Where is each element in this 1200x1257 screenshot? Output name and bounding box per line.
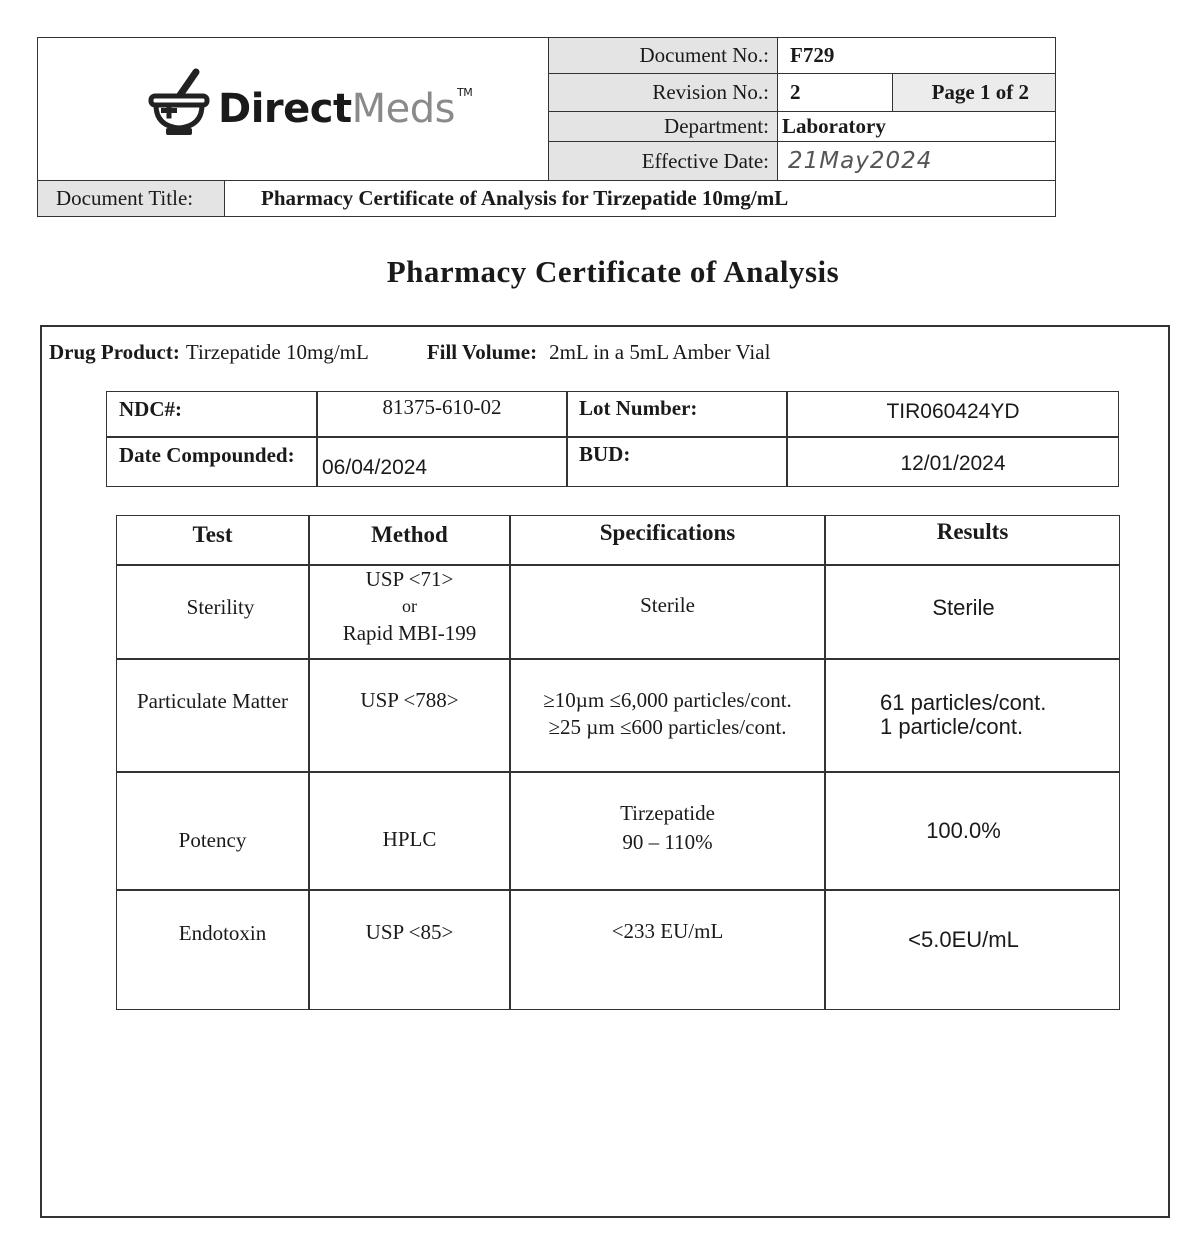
document-no-value: F729: [790, 43, 835, 67]
row-particulate-method: USP <788>: [360, 688, 459, 712]
ndc-label: NDC#:: [119, 397, 182, 421]
document-title-row: [38, 180, 1055, 216]
header-method: Method: [371, 522, 448, 547]
product-line: [49, 340, 770, 365]
department-value: Laboratory: [782, 114, 886, 138]
row-potency-test: Potency: [178, 828, 247, 852]
department-row: [549, 112, 1055, 142]
row-sterility-spec: Sterile: [640, 593, 695, 617]
effective-date-label: Effective Date:: [549, 142, 778, 180]
bud-label: BUD:: [579, 442, 631, 466]
method-line: USP <71>: [365, 567, 454, 591]
row-particulate-spec: [511, 687, 824, 741]
row-sterility-test: Sterility: [186, 595, 255, 619]
spec-line: ≥25 µm ≤600 particles/cont.: [548, 715, 787, 739]
bud-value: 12/01/2024: [900, 452, 1006, 475]
date-compounded-label: Date Compounded:: [119, 443, 295, 467]
spec-line: Tirzepatide: [620, 801, 715, 825]
identifiers-table: [106, 391, 1119, 487]
result-line: 61 particles/cont.: [880, 690, 1047, 715]
row-particulate-test: Particulate Matter: [136, 689, 289, 713]
department-label: Department:: [549, 112, 778, 141]
brand-name: [218, 86, 473, 132]
method-line: Rapid MBI-199: [342, 621, 477, 645]
revision-no-label: Revision No.:: [549, 74, 778, 111]
header-test: Test: [192, 522, 233, 547]
document-header: [37, 37, 1056, 217]
document-meta: [549, 38, 1055, 180]
revision-row: [549, 74, 1055, 112]
row-endotoxin-method: USP <85>: [365, 920, 454, 944]
row-potency-method: HPLC: [382, 827, 437, 851]
drug-product-value: Tirzepatide 10mg/mL: [185, 340, 369, 364]
effective-date-value: 21May2024: [788, 148, 933, 174]
spec-line: 90 – 110%: [622, 830, 713, 854]
company-logo: [148, 68, 472, 138]
row-sterility-result: Sterile: [932, 595, 995, 620]
method-line: or: [402, 596, 417, 616]
document-title-value: Pharmacy Certificate of Analysis for Tirzepatide 10mg/mL: [261, 186, 789, 210]
ndc-value: 81375-610-02: [382, 395, 502, 419]
mortar-pestle-icon: [148, 68, 210, 138]
row-particulate-result: [880, 691, 1046, 739]
trademark: TM: [456, 86, 473, 99]
header-results: Results: [936, 519, 1009, 544]
row-sterility-method: [310, 566, 509, 647]
fill-volume-value: 2mL in a 5mL Amber Vial: [549, 340, 771, 364]
date-compounded-value: 06/04/2024: [322, 456, 428, 479]
spec-line: ≥10µm ≤6,000 particles/cont.: [543, 688, 792, 712]
page-title: Pharmacy Certificate of Analysis: [386, 254, 840, 289]
document-no-label: Document No.:: [549, 38, 778, 73]
row-endotoxin-test: Endotoxin: [178, 921, 267, 945]
drug-product-label: Drug Product:: [49, 340, 180, 364]
row-endotoxin-result: <5.0EU/mL: [908, 927, 1019, 952]
row-potency-spec: [511, 799, 824, 857]
row-potency-result: 100.0%: [926, 818, 1001, 843]
page-indicator: Page 1 of 2: [893, 74, 1055, 111]
logo-cell: [38, 38, 549, 180]
effective-date-row: [549, 142, 1055, 180]
document-title-label: Document Title:: [38, 181, 225, 216]
fill-volume-label: Fill Volume:: [426, 340, 538, 364]
header-specifications: Specifications: [599, 520, 736, 545]
result-line: 1 particle/cont.: [880, 714, 1024, 739]
results-table: [116, 515, 1120, 1010]
brand-meds: Meds: [351, 86, 455, 132]
revision-no-value: 2: [778, 74, 893, 111]
row-endotoxin-spec: <233 EU/mL: [611, 919, 724, 943]
lot-number-label: Lot Number:: [579, 396, 698, 420]
document-no-row: [549, 38, 1055, 74]
lot-number-value: TIR060424YD: [886, 400, 1020, 423]
brand-direct: Direct: [218, 86, 352, 132]
